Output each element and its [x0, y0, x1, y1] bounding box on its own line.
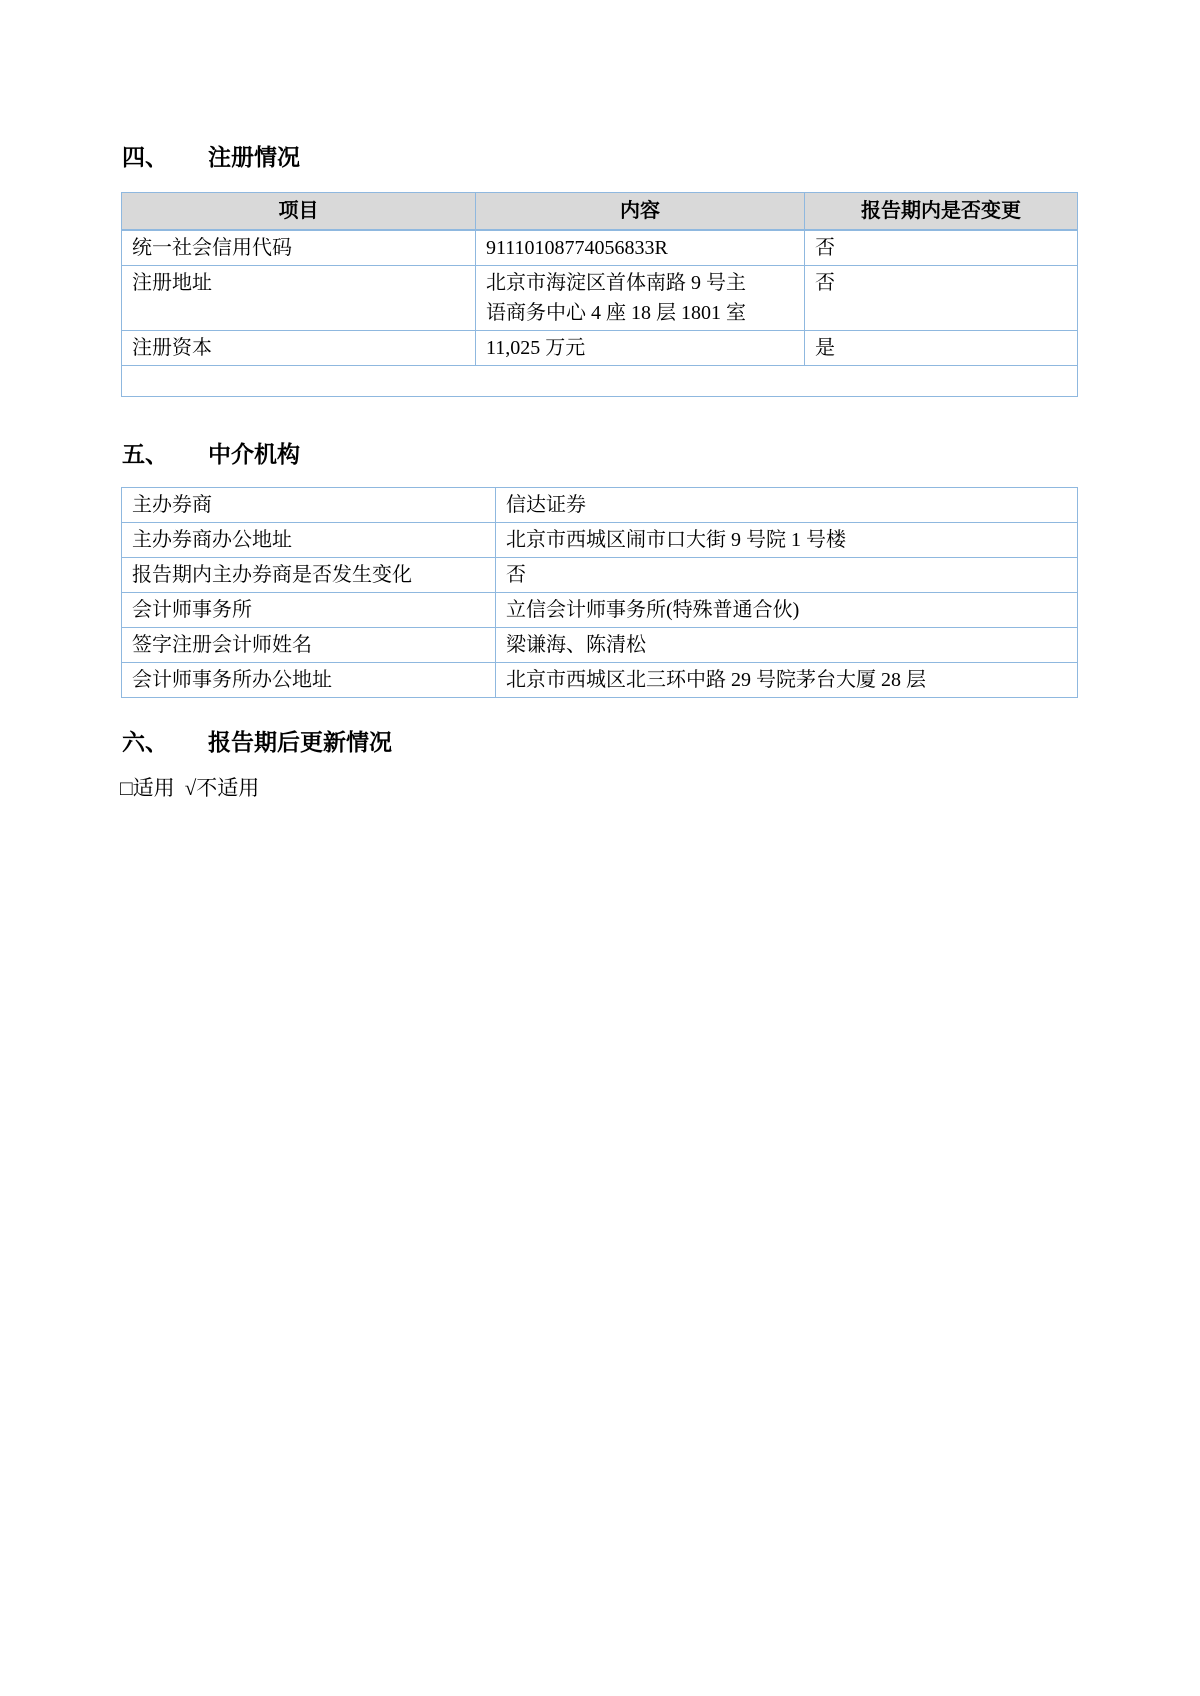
header-cell-content: 内容	[476, 193, 805, 231]
cell-changed: 否	[805, 230, 1078, 266]
cell-value: 北京市西城区北三环中路 29 号院茅台大厦 28 层	[496, 663, 1078, 698]
table-row	[122, 266, 1078, 331]
cell-value: 北京市西城区闹市口大街 9 号院 1 号楼	[496, 523, 1078, 558]
cell-item: 注册地址	[122, 266, 476, 331]
cell-item: 注册资本	[122, 331, 476, 366]
cell-value: 否	[496, 558, 1078, 593]
table-row	[122, 593, 1078, 628]
cell-label: 主办券商	[122, 488, 496, 523]
applicability-line	[120, 774, 259, 802]
table-row	[122, 331, 1078, 366]
section-title: 注册情况	[208, 145, 300, 170]
cell-content: 91110108774056833R	[476, 230, 805, 266]
section-number: 六、	[122, 730, 168, 755]
cell-label: 报告期内主办券商是否发生变化	[122, 558, 496, 593]
section-title: 中介机构	[208, 442, 300, 467]
table-row	[122, 523, 1078, 558]
cell-changed: 是	[805, 331, 1078, 366]
table-row-empty	[122, 366, 1078, 397]
section-number: 五、	[122, 442, 168, 467]
header-cell-changed: 报告期内是否变更	[805, 193, 1078, 231]
table-row	[122, 663, 1078, 698]
section-heading-intermediary	[122, 441, 300, 469]
checkbox-applicable-option: □适用	[120, 776, 175, 800]
registration-table-header-row	[122, 193, 1078, 231]
registered-address-text: 北京市海淀区首体南路 9 号主语商务中心 4 座 18 层 1801 室	[486, 272, 746, 324]
section-heading-post-period	[122, 729, 392, 757]
registration-table	[121, 192, 1078, 397]
table-row	[122, 558, 1078, 593]
cell-content	[476, 266, 805, 331]
cell-label: 主办券商办公地址	[122, 523, 496, 558]
cell-label: 签字注册会计师姓名	[122, 628, 496, 663]
cell-value: 立信会计师事务所(特殊普通合伙)	[496, 593, 1078, 628]
table-row	[122, 628, 1078, 663]
cell-value: 梁谦海、陈清松	[496, 628, 1078, 663]
cell-item: 统一社会信用代码	[122, 230, 476, 266]
section-heading-registration	[122, 144, 300, 172]
table-row	[122, 488, 1078, 523]
section-title: 报告期后更新情况	[208, 730, 392, 755]
table-row	[122, 230, 1078, 266]
header-cell-item: 项目	[122, 193, 476, 231]
cell-value: 信达证券	[496, 488, 1078, 523]
cell-label: 会计师事务所办公地址	[122, 663, 496, 698]
cell-label: 会计师事务所	[122, 593, 496, 628]
cell-changed: 否	[805, 266, 1078, 331]
cell-content: 11,025 万元	[476, 331, 805, 366]
empty-row-cell	[122, 366, 1078, 397]
section-number: 四、	[122, 145, 168, 170]
intermediary-table	[121, 487, 1078, 698]
checkmark-not-applicable-option: √不适用	[184, 776, 260, 800]
